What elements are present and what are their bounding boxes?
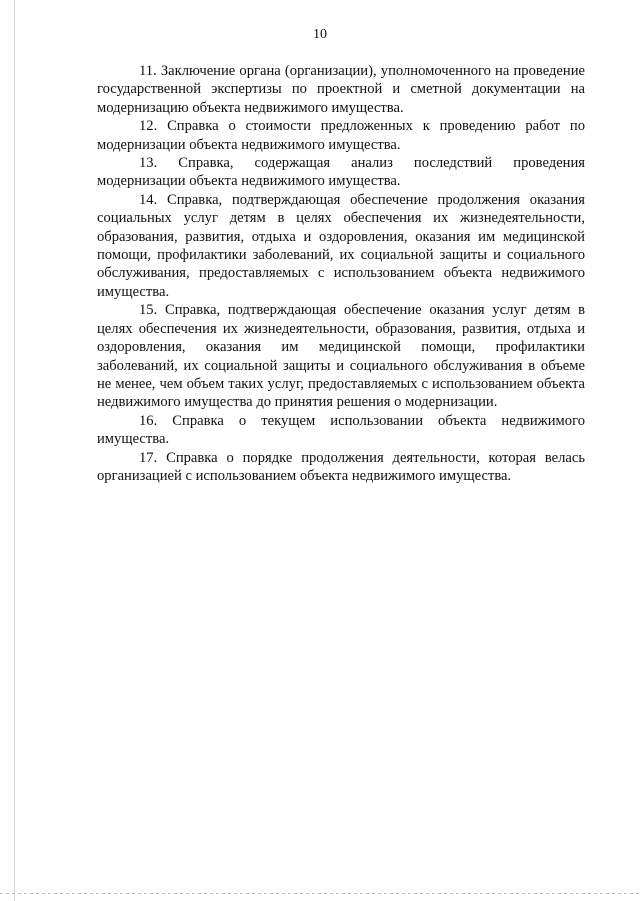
scan-bottom-edge	[0, 893, 640, 894]
paragraph-16: 16. Справка о текущем использовании объекта недвижимого имущества.	[97, 412, 585, 448]
document-body	[97, 62, 585, 485]
paragraph-15: 15. Справка, подтверждающая обеспечение оказания услуг детям в целях обеспечения их жизнедеятельности, образования, развития, отдыха и оздоровления, оказания им медицинской помощи, профилактики заболеваний, их социальной защиты и социального обслуживания в объеме не менее, чем объем таких услуг, предоставляемых с использованием объекта недвижимого имущества до принятия решения о модернизации.	[97, 302, 585, 411]
paragraph-11: 11. Заключение органа (организации), уполномоченного на проведение государственной экспертизы по проектной и сметной документации на модернизацию объекта недвижимого имущества.	[97, 63, 585, 116]
paragraph-14: 14. Справка, подтверждающая обеспечение продолжения оказания социальных услуг детям в целях обеспечения их жизнедеятельности, образования, развития, отдыха и оздоровления, оказания им медицинской помощи, профилактики заболеваний, их социальной защиты и социального обслуживания, предоставляемых с использованием объекта недвижимого имущества.	[97, 191, 585, 300]
paragraph-13: 13. Справка, содержащая анализ последствий проведения модернизации объекта недвижимого имущества.	[97, 155, 585, 190]
page-number: 10	[313, 27, 327, 42]
scan-edge-line	[14, 0, 15, 901]
paragraph-17: 17. Справка о порядке продолжения деятельности, которая велась организацией с использованием объекта недвижимого имущества.	[97, 449, 585, 484]
paragraph-12: 12. Справка о стоимости предложенных к проведению работ по модернизации объекта недвижимого имущества.	[97, 118, 585, 153]
